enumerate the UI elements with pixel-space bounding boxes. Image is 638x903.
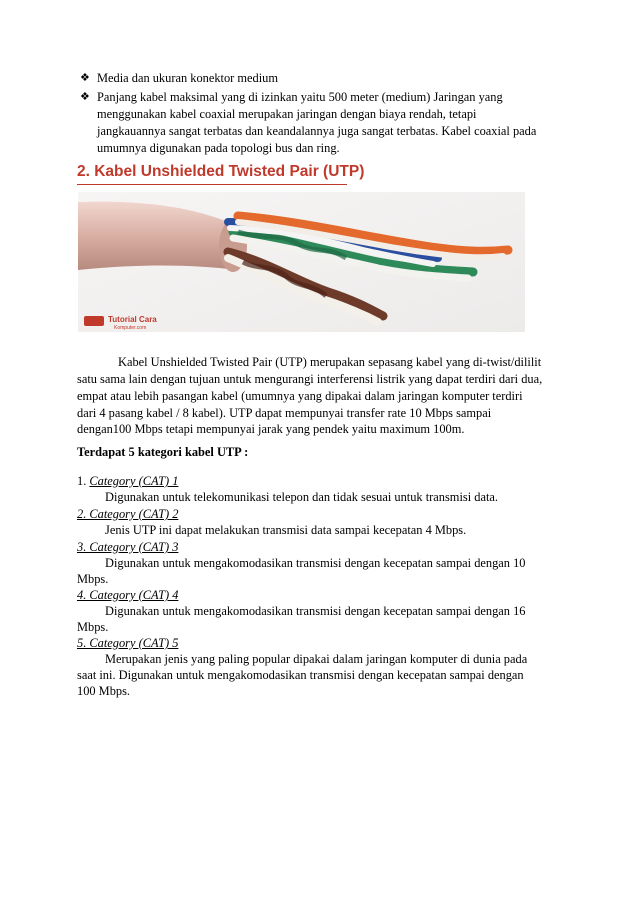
category-1-desc: Digunakan untuk telekomunikasi telepon dan tidak sesuai untuk transmisi data. xyxy=(105,490,498,504)
diamond-bullet-icon: ❖ xyxy=(80,72,90,84)
paragraph-line-3: empat atau lebih pasangan kabel (umumnya yang dipakai dalam jaringan komputer terdiri xyxy=(77,389,523,403)
categories-title: Terdapat 5 kategori kabel UTP : xyxy=(77,445,249,459)
utp-cable-illustration xyxy=(78,192,525,332)
diamond-bullet-icon: ❖ xyxy=(80,91,90,103)
category-4-desc-line-2: Mbps. xyxy=(77,620,109,634)
category-4-heading: 4. Category (CAT) 4 xyxy=(77,588,179,602)
category-1-heading xyxy=(77,473,178,489)
category-2-desc: Jenis UTP ini dapat melakukan transmisi data sampai kecepatan 4 Mbps. xyxy=(105,523,467,537)
category-title: Category (CAT) 1 xyxy=(89,474,179,488)
bullet-2-line-4: umumnya digunakan pada topologi bus dan ring. xyxy=(97,141,340,155)
heading-underline xyxy=(77,184,347,185)
category-5-desc-line-3: 100 Mbps. xyxy=(77,684,131,698)
paragraph-line-5: dengan100 Mbps tetapi mempunyai jarak yang pendek yaitu maximum 100m. xyxy=(77,422,465,436)
category-3-heading: 3. Category (CAT) 3 xyxy=(77,540,179,554)
bullet-2-line-2: menggunakan kabel coaxial merupakan jaringan dengan biaya rendah, tetapi xyxy=(97,107,477,121)
category-4-desc-line-1: Digunakan untuk mengakomodasikan transmisi dengan kecepatan sampai dengan 16 xyxy=(105,604,526,618)
category-3-desc-line-1: Digunakan untuk mengakomodasikan transmisi dengan kecepatan sampai dengan 10 xyxy=(105,556,526,570)
paragraph-line-1: Kabel Unshielded Twisted Pair (UTP) merupakan sepasang kabel yang di-twist/dililit xyxy=(118,355,542,369)
paragraph-line-4: dari 4 pasang kabel / 8 kabel). UTP dapat mempunyai transfer rate 10 Mbps sampai xyxy=(77,406,492,420)
category-5-desc-line-2: saat ini. Digunakan untuk mengakomodasikan transmisi dengan kecepatan sampai dengan xyxy=(77,668,524,682)
watermark-subtext: Komputer.com xyxy=(114,325,147,331)
section-heading: 2. Kabel Unshielded Twisted Pair (UTP) xyxy=(77,163,365,180)
category-3-desc-line-2: Mbps. xyxy=(77,572,109,586)
watermark-logo-icon xyxy=(84,316,104,326)
category-2-heading: 2. Category (CAT) 2 xyxy=(77,507,179,521)
bullet-2-line-1: Panjang kabel maksimal yang di izinkan yaitu 500 meter (medium) Jaringan yang xyxy=(97,90,503,104)
watermark-text: Tutorial Cara xyxy=(108,315,157,324)
utp-cable-photo xyxy=(78,192,525,332)
category-5-desc-line-1: Merupakan jenis yang paling popular dipakai dalam jaringan komputer di dunia pada xyxy=(105,652,528,666)
paragraph-line-2: satu sama lain dengan tujuan untuk mengurangi interferensi listrik yang dapat terdiri dari dua, xyxy=(77,372,543,386)
category-number: 1. xyxy=(77,474,90,488)
category-5-heading: 5. Category (CAT) 5 xyxy=(77,636,179,650)
bullet-1-line: Media dan ukuran konektor medium xyxy=(97,71,278,85)
bullet-2-line-3: jangkauannya sangat terbatas dan keandalannya juga sangat terbatas. Kabel coaxial pada xyxy=(97,124,537,138)
